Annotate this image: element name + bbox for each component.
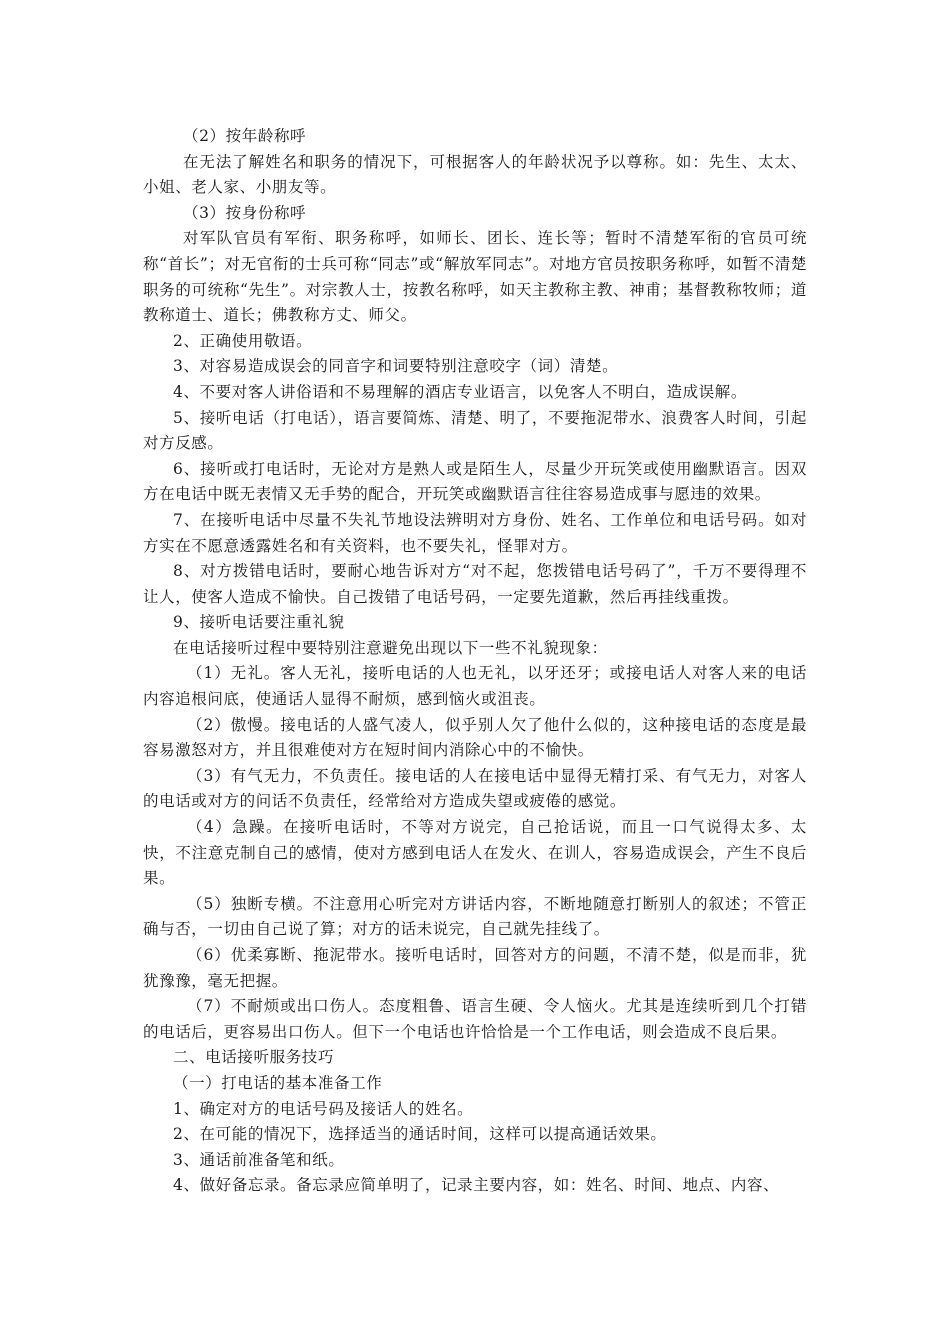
paragraph: 3、通话前准备笔和纸。 bbox=[173, 1150, 345, 1169]
paragraph: 6、接听或打电话时，无论对方是熟人或是陌生人，尽量少开玩笑或使用幽默语言。因双方在电话中既无表情又无手势的配合，开玩笑或幽默语言往往容易造成事与愿违的效果。 bbox=[143, 459, 807, 504]
paragraph: （6）优柔寡断、拖泥带水。接听电话时，回答对方的问题，不清不楚，似是而非，犹犹豫豫，毫无把握。 bbox=[143, 946, 807, 990]
paragraph: 7、在接听电话中尽量不失礼节地设法辨明对方身份、姓名、工作单位和电话号码。如对方实在不愿意透露姓名和有关资料，也不要失礼，怪罪对方。 bbox=[143, 510, 807, 555]
paragraph: 4、不要对客人讲俗语和不易理解的酒店专业语言，以免客人不明白，造成误解。 bbox=[173, 382, 747, 401]
subsection-heading: （一）打电话的基本准备工作 bbox=[173, 1073, 383, 1092]
paragraph: （2）按年龄称呼 bbox=[183, 127, 307, 145]
paragraph: 2、在可能的情况下，选择适当的通话时间，这样可以提高通话效果。 bbox=[173, 1125, 667, 1144]
paragraph: （4）急躁。在接听电话时，不等对方说完，自己抢话说，而且一口气说得太多、太快，不注意克制自己的感情，使对方感到电话人在发火、在训人，容易造成误会，产生不良后果。 bbox=[143, 818, 807, 888]
paragraph: 8、对方拨错电话时，要耐心地告诉对方“对不起，您拨错电话号码了”，千万不要得理不让人，使客人造成不愉快。自己拨错了电话号码，一定要先道歉，然后再挂线重拨。 bbox=[143, 562, 807, 606]
paragraph: 5、接听电话（打电话），语言要简炼、清楚、明了，不要拖泥带水、浪费客人时间，引起对方反感。 bbox=[143, 408, 807, 453]
section-heading: 二、电话接听服务技巧 bbox=[173, 1048, 335, 1067]
paragraph: （5）独断专横。不注意用心听完对方讲话内容，不断地随意打断别人的叙述；不管正确与否，一切由自己说了算；对方的话未说完，自己就先挂线了。 bbox=[143, 894, 807, 939]
paragraph: （1）无礼。客人无礼，接听电话的人也无礼，以牙还牙；或接电话人对客人来的电话内容追根问底，使通话人显得不耐烦，感到恼火或沮丧。 bbox=[143, 664, 807, 709]
paragraph: （2）傲慢。接电话的人盛气凌人，似乎别人欠了他什么似的，这种接电话的态度是最容易激怒对方，并且很难使对方在短时间内消除心中的不愉快。 bbox=[143, 715, 807, 760]
paragraph: （3）有气无力，不负责任。接电话的人在接电话中显得无精打采、有气无力，对客人的电话或对方的问话不负责任，经常给对方造成失望或疲倦的感觉。 bbox=[143, 766, 807, 811]
paragraph: 2、正确使用敬语。 bbox=[173, 331, 313, 350]
paragraph: 3、对容易造成误会的同音字和词要特别注意咬字（词）清楚。 bbox=[173, 357, 619, 376]
paragraph: 在电话接听过程中要特别注意避免出现以下一些不礼貌现象： bbox=[173, 638, 608, 657]
paragraph: 1、确定对方的电话号码及接话人的姓名。 bbox=[173, 1099, 474, 1118]
paragraph: 对军队官员有军衔、职务称呼，如师长、团长、连长等；暂时不清楚军衔的官员可统称“首长”；对无官衔的士兵可称“同志”或“解放军同志”。对地方官员按职务称呼，如暂不清楚职务的可统称“先生”。对宗教人士，按教名称呼，如天主教称主教、神甫；基督教称牧师；道教称道士、道长；佛教称方丈、师父。 bbox=[143, 229, 807, 325]
paragraph: （3）按身份称呼 bbox=[183, 203, 307, 222]
paragraph: 4、做好备忘录。备忘录应简单明了，记录主要内容，如：姓名、时间、地点、内容、 bbox=[173, 1176, 780, 1195]
paragraph: 在无法了解姓名和职务的情况下，可根据客人的年龄状况予以尊称。如：先生、太太、小姐、老人家、小朋友等。 bbox=[143, 152, 807, 197]
paragraph: （7）不耐烦或出口伤人。态度粗鲁、语言生硬、令人恼火。尤其是连续听到几个打错的电话后，更容易出口伤人。但下一个电话也许恰恰是一个工作电话，则会造成不良后果。 bbox=[143, 997, 807, 1041]
paragraph: 9、接听电话要注重礼貌 bbox=[173, 613, 345, 632]
document-body bbox=[143, 124, 807, 1199]
